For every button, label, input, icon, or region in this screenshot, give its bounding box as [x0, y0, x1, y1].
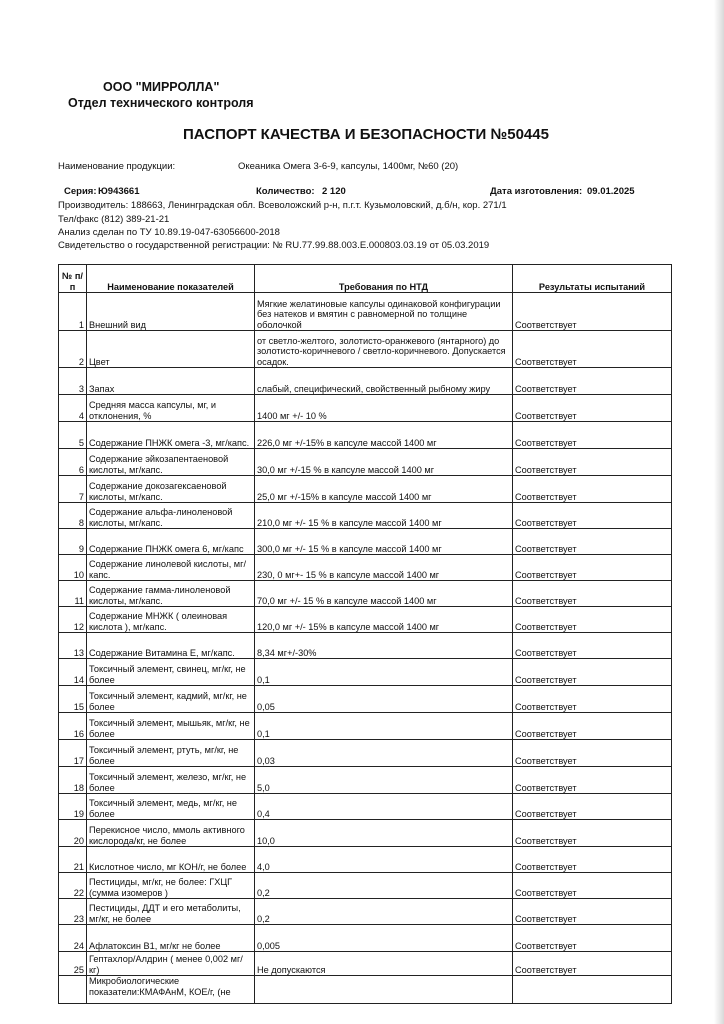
row-requirement: 5,0	[255, 767, 513, 794]
header-requirements: Требования по НТД	[255, 265, 513, 293]
row-requirement: 10,0	[255, 820, 513, 847]
row-indicator-name: Токсичный элемент, ртуть, мг/кг, не более	[87, 740, 255, 767]
row-requirement: 300,0 мг +/- 15 % в капсуле массой 1400 мг	[255, 529, 513, 555]
row-requirement: Не допускаются	[255, 952, 513, 976]
row-requirement: 1400 мг +/- 10 %	[255, 395, 513, 422]
row-number: 17	[59, 740, 87, 767]
row-indicator-name: Содержание ПНЖК омега 6, мг/капс	[87, 529, 255, 555]
header-results: Результаты испытаний	[513, 265, 672, 293]
quantity-label: Количество:	[256, 186, 315, 197]
table-row	[59, 873, 672, 899]
row-result: Соответствует	[513, 529, 672, 555]
table-row	[59, 767, 672, 794]
row-result: Соответствует	[513, 713, 672, 740]
table-row	[59, 976, 672, 1004]
row-result: Соответствует	[513, 422, 672, 449]
table-row	[59, 659, 672, 686]
row-result: Соответствует	[513, 767, 672, 794]
row-result: Соответствует	[513, 740, 672, 767]
row-indicator-name: Внешний вид	[87, 293, 255, 331]
row-number: 20	[59, 820, 87, 847]
row-requirement: 0,2	[255, 899, 513, 925]
table-row	[59, 740, 672, 767]
row-indicator-name: Токсичный элемент, кадмий, мг/кг, не более	[87, 686, 255, 713]
row-result: Соответствует	[513, 686, 672, 713]
row-requirement: от светло-желтого, золотисто-оранжевого (янтарного) до золотисто-коричневого / светло-коричневого. Допускается осадок.	[255, 331, 513, 368]
row-result: Соответствует	[513, 503, 672, 529]
scan-edge-shadow	[714, 0, 724, 1024]
row-requirement: 0,1	[255, 713, 513, 740]
row-number: 2	[59, 331, 87, 368]
row-result: Соответствует	[513, 476, 672, 503]
table-header-row	[59, 265, 672, 293]
manufacturer-line: Производитель: 188663, Ленинградская обл. Всеволожский р-н, п.г.т. Кузьмоловский, д.б/н, кор. 271/1	[58, 200, 507, 211]
row-number: 11	[59, 581, 87, 607]
table-row	[59, 847, 672, 873]
table-row	[59, 293, 672, 331]
row-result	[513, 976, 672, 1004]
row-indicator-name: Содержание эйкозапентаеновой кислоты, мг/капс.	[87, 449, 255, 476]
row-requirement: 0,1	[255, 659, 513, 686]
row-indicator-name: Перекисное число, ммоль активного кислорода/кг, не более	[87, 820, 255, 847]
document-title: ПАСПОРТ КАЧЕСТВА И БЕЗОПАСНОСТИ №50445	[183, 126, 549, 143]
table-row	[59, 449, 672, 476]
table-body	[59, 293, 672, 1004]
row-result: Соответствует	[513, 659, 672, 686]
company-name: ООО "МИРРОЛЛА"	[103, 80, 220, 94]
row-number: 8	[59, 503, 87, 529]
row-indicator-name: Пестициды, ДДТ и его метаболиты, мг/кг, не более	[87, 899, 255, 925]
table-row	[59, 476, 672, 503]
table-row	[59, 422, 672, 449]
row-indicator-name: Пестициды, мг/кг, не более: ГХЦГ (сумма изомеров )	[87, 873, 255, 899]
row-indicator-name: Токсичный элемент, свинец, мг/кг, не более	[87, 659, 255, 686]
analysis-line: Анализ сделан по ТУ 10.89.19-047-63056600-2018	[58, 227, 280, 238]
row-requirement: 226,0 мг +/-15% в капсуле массой 1400 мг	[255, 422, 513, 449]
row-result: Соответствует	[513, 607, 672, 633]
row-indicator-name: Цвет	[87, 331, 255, 368]
table-row	[59, 581, 672, 607]
row-number: 1	[59, 293, 87, 331]
row-indicator-name: Содержание Витамина Е, мг/капс.	[87, 633, 255, 659]
table-row	[59, 331, 672, 368]
product-name-label: Наименование продукции:	[58, 161, 176, 172]
department-name: Отдел технического контроля	[68, 96, 254, 110]
row-requirement: 0,005	[255, 925, 513, 952]
table-row	[59, 794, 672, 820]
row-result: Соответствует	[513, 331, 672, 368]
row-requirement: 25,0 мг +/-15% в капсуле массой 1400 мг	[255, 476, 513, 503]
header-num: № п/п	[59, 265, 87, 293]
table-row	[59, 952, 672, 976]
row-number: 21	[59, 847, 87, 873]
row-indicator-name: Содержание докозагексаеновой кислоты, мг/капс.	[87, 476, 255, 503]
header-name: Наименование показателей	[87, 265, 255, 293]
row-indicator-name: Кислотное число, мг КОН/г, не более	[87, 847, 255, 873]
row-indicator-name: Запах	[87, 368, 255, 395]
row-number: 9	[59, 529, 87, 555]
row-number: 12	[59, 607, 87, 633]
row-result: Соответствует	[513, 899, 672, 925]
row-result: Соответствует	[513, 633, 672, 659]
row-number: 24	[59, 925, 87, 952]
row-result: Соответствует	[513, 368, 672, 395]
row-result: Соответствует	[513, 952, 672, 976]
table-row	[59, 607, 672, 633]
row-number: 14	[59, 659, 87, 686]
row-number: 19	[59, 794, 87, 820]
row-number: 13	[59, 633, 87, 659]
row-requirement: Мягкие желатиновые капсулы одинаковой конфигурации без натеков и вмятин с равномерной по толщине оболочкой	[255, 293, 513, 331]
row-requirement: 230, 0 мг+- 15 % в капсуле массой 1400 мг	[255, 555, 513, 581]
row-number: 5	[59, 422, 87, 449]
row-result: Соответствует	[513, 925, 672, 952]
row-number: 4	[59, 395, 87, 422]
row-requirement: слабый, специфический, свойственный рыбному жиру	[255, 368, 513, 395]
row-indicator-name: Токсичный элемент, мышьяк, мг/кг, не более	[87, 713, 255, 740]
row-number: 10	[59, 555, 87, 581]
table-row	[59, 925, 672, 952]
table-row	[59, 820, 672, 847]
row-number	[59, 976, 87, 1004]
date-value: 09.01.2025	[587, 186, 635, 197]
quality-table	[58, 264, 672, 1004]
row-requirement: 0,03	[255, 740, 513, 767]
row-number: 18	[59, 767, 87, 794]
row-indicator-name: Содержание линолевой кислоты, мг/капс.	[87, 555, 255, 581]
table-row	[59, 713, 672, 740]
table-row	[59, 555, 672, 581]
row-requirement: 8,34 мг+/-30%	[255, 633, 513, 659]
table-row	[59, 633, 672, 659]
series-label: Серия:	[64, 186, 97, 197]
row-result: Соответствует	[513, 555, 672, 581]
table-row	[59, 503, 672, 529]
phone-line: Тел/факс (812) 389-21-21	[58, 214, 170, 225]
row-requirement: 70,0 мг +/- 15 % в капсуле массой 1400 мг	[255, 581, 513, 607]
certificate-line: Свидетельство о государственной регистрации: № RU.77.99.88.003.Е.000803.03.19 от 05.03.2019	[58, 240, 490, 251]
row-result: Соответствует	[513, 794, 672, 820]
row-number: 22	[59, 873, 87, 899]
table-row	[59, 686, 672, 713]
row-result: Соответствует	[513, 581, 672, 607]
table-row	[59, 529, 672, 555]
row-indicator-name: Афлатоксин В1, мг/кг не более	[87, 925, 255, 952]
row-requirement: 4,0	[255, 847, 513, 873]
row-number: 7	[59, 476, 87, 503]
row-indicator-name: Содержание альфа-линоленовой кислоты, мг/капс.	[87, 503, 255, 529]
row-number: 6	[59, 449, 87, 476]
row-requirement: 210,0 мг +/- 15 % в капсуле массой 1400 мг	[255, 503, 513, 529]
series-value: Ю943661	[98, 186, 140, 197]
table-row	[59, 899, 672, 925]
row-result: Соответствует	[513, 293, 672, 331]
row-result: Соответствует	[513, 395, 672, 422]
row-indicator-name: Токсичный элемент, медь, мг/кг, не более	[87, 794, 255, 820]
row-result: Соответствует	[513, 873, 672, 899]
row-number: 23	[59, 899, 87, 925]
row-indicator-name: Гептахлор/Алдрин ( менее 0,002 мг/кг)	[87, 952, 255, 976]
row-indicator-name: Токсичный элемент, железо, мг/кг, не более	[87, 767, 255, 794]
row-indicator-name: Содержание ПНЖК омега -3, мг/капс.	[87, 422, 255, 449]
row-number: 16	[59, 713, 87, 740]
row-requirement: 0,05	[255, 686, 513, 713]
row-requirement: 0,4	[255, 794, 513, 820]
row-indicator-name: Микробиологические показатели:КМАФАнМ, КОЕ/г, (не	[87, 976, 255, 1004]
row-number: 15	[59, 686, 87, 713]
row-result: Соответствует	[513, 847, 672, 873]
row-result: Соответствует	[513, 820, 672, 847]
row-requirement: 30,0 мг +/-15 % в капсуле массой 1400 мг	[255, 449, 513, 476]
row-indicator-name: Средняя масса капсулы, мг, и отклонения, %	[87, 395, 255, 422]
row-indicator-name: Содержание МНЖК ( олеиновая кислота ), мг/капс.	[87, 607, 255, 633]
table-row	[59, 368, 672, 395]
row-result: Соответствует	[513, 449, 672, 476]
row-requirement: 120,0 мг +/- 15% в капсуле массой 1400 мг	[255, 607, 513, 633]
row-indicator-name: Содержание гамма-линоленовой кислоты, мг/капс.	[87, 581, 255, 607]
table-row	[59, 395, 672, 422]
row-requirement	[255, 976, 513, 1004]
row-requirement: 0,2	[255, 873, 513, 899]
quantity-value: 2 120	[322, 186, 346, 197]
row-number: 3	[59, 368, 87, 395]
row-number: 25	[59, 952, 87, 976]
date-label: Дата изготовления:	[490, 186, 583, 197]
product-name-value: Океаника Омега 3-6-9, капсулы, 1400мг, №60 (20)	[238, 161, 459, 172]
